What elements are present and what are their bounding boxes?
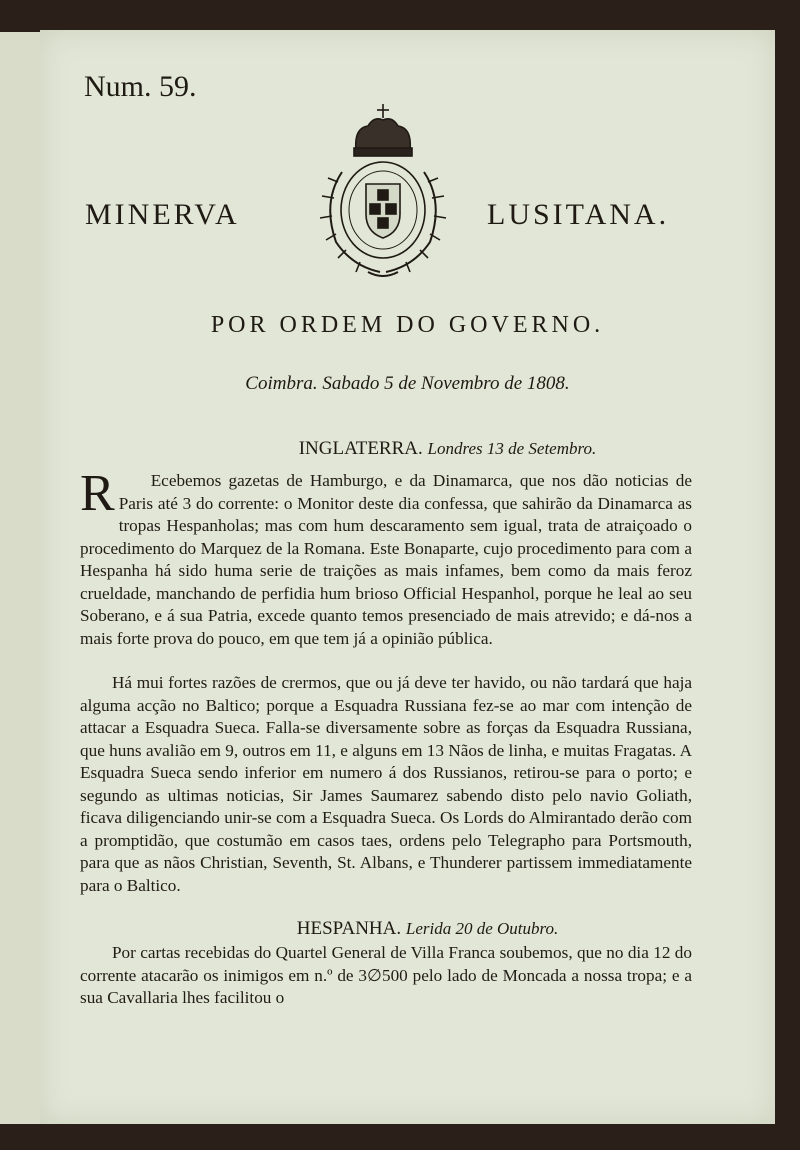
drop-cap: R (80, 465, 115, 522)
previous-page-edge (0, 32, 42, 1124)
paragraph-text: Há mui fortes razões de crermos, que ou já deve ter havido, ou não tardará que haja alguma acção no Baltico; porque a Esquadra Russiana fez-se ao mar com intenção de attacar a Esquadra Sueca. Falla-se diversamente sobre as forças da Esquadra Russiana, que huns avalião em 9, outros em 11, e alguns em 13 Nãos de linha, e muitas Fragatas. A Esquadra Sueca sendo inferior em numero á dos Russianos, retirou-se para o porto; e segundo as ultimas noticias, Sir James Saumarez sabendo disto pelo navio Goliath, ficava diligenciando unir-se com a Esquadra Sueca. Os Lords do Almirantado derão com a promptidão, que costumão em casos taes, ordens pelo Telegrapho para Portsmouth, para que as nãos Christian, Seventh, St. Albans, e Thunderer partissem immediatamente para o Baltico. (80, 673, 692, 895)
section-country: INGLATERRA. (298, 438, 423, 459)
royal-crest-icon (308, 102, 458, 280)
paragraph-text: Por cartas recebidas do Quartel General de Villa Franca soubemos, que no dia 12 do corrente atacarão os inimigos em n.º de 3∅500 pelo lado de Moncada a nossa tropa; e a sua Cavallaria lhes facilitou o (80, 943, 692, 1007)
article-paragraph-2 (80, 672, 692, 897)
section-place-date: Londres 13 de Setembro. (427, 439, 597, 458)
issue-number: Num. 59. (84, 70, 197, 103)
section-heading-inglaterra (80, 438, 775, 460)
dateline: Coimbra. Sabado 5 de Novembro de 1808. (245, 373, 570, 394)
section-place-date: Lerida 20 de Outubro. (405, 919, 559, 938)
subtitle: POR ORDEM DO GOVERNO. (210, 312, 605, 338)
newspaper-page (40, 30, 775, 1124)
article-paragraph-3 (80, 942, 692, 1010)
masthead-left: MINERVA (85, 198, 240, 231)
masthead-right: LUSITANA. (487, 198, 670, 231)
section-heading-hespanha (60, 918, 775, 940)
article-paragraph-1 (80, 465, 692, 650)
paragraph-text: Ecebemos gazetas de Hamburgo, e da Dinamarca, que nos dão noticias de Paris até 3 do corrente: o Monitor deste dia confessa, que sahirão da Dinamarca as tropas Hespanholas; mas com hum descaramento sem igual, trata de atraiçoado o procedimento do Marquez de la Romana. Este Bonaparte, cujo procedimento para com a Hespanha há sido huma serie de traições as mais infames, bem como da mais feroz crueldade, manchando de perfidia hum brioso Official Hespanhol, porque he leal ao seu Soberano, e á sua Patria, excede quanto temos presenciado de mais atrevido; e dá-nos a mais forte prova do pouco, em que tem já a opinião pública. (80, 471, 692, 648)
section-country: HESPANHA. (296, 918, 402, 939)
